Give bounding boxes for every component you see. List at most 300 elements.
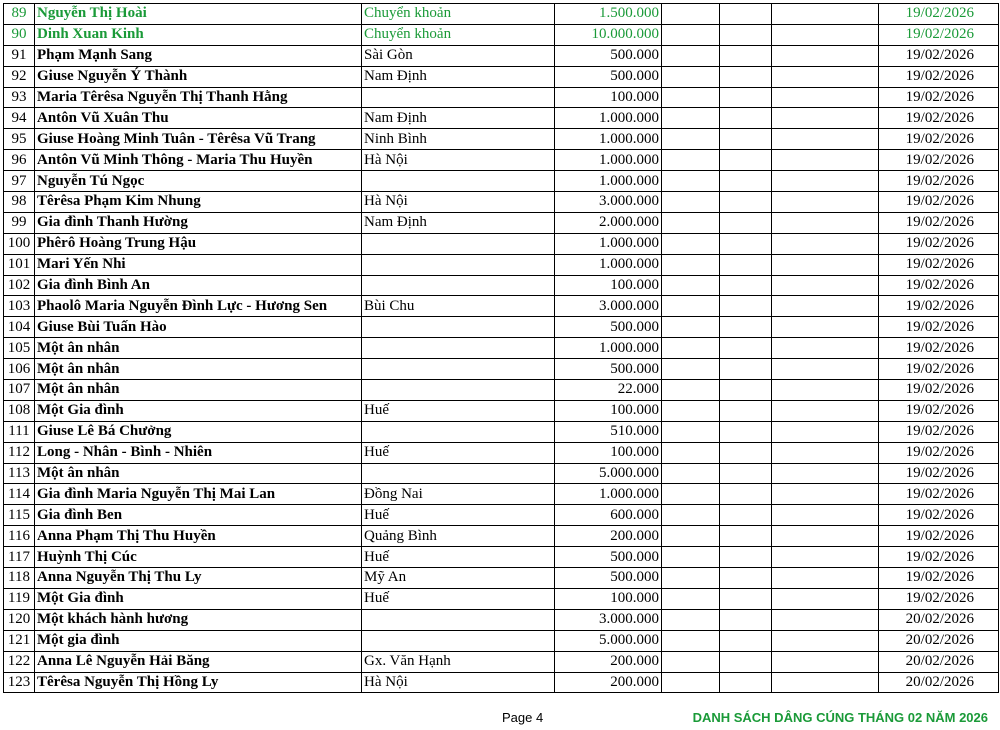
place-cell — [362, 171, 555, 192]
row-number-cell: 114 — [4, 484, 35, 505]
date-cell: 19/02/2026 — [879, 275, 999, 296]
amount-cell: 1.000.000 — [555, 108, 662, 129]
donor-name-cell: Nguyễn Thị Hoài — [35, 4, 362, 25]
table-row — [4, 609, 999, 630]
empty-cell — [662, 233, 720, 254]
empty-cell — [772, 212, 879, 233]
empty-cell — [662, 275, 720, 296]
donor-name-cell: Một ân nhân — [35, 338, 362, 359]
donor-name-cell: Gia đình Thanh Hường — [35, 212, 362, 233]
table-row — [4, 338, 999, 359]
table-row — [4, 254, 999, 275]
amount-cell: 600.000 — [555, 505, 662, 526]
empty-cell — [662, 421, 720, 442]
empty-cell — [662, 108, 720, 129]
empty-cell — [772, 87, 879, 108]
place-cell: Bùi Chu — [362, 296, 555, 317]
row-number-cell: 106 — [4, 359, 35, 380]
date-cell: 20/02/2026 — [879, 609, 999, 630]
row-number-cell: 119 — [4, 588, 35, 609]
place-cell: Huế — [362, 547, 555, 568]
date-cell: 19/02/2026 — [879, 526, 999, 547]
empty-cell — [662, 192, 720, 213]
empty-cell — [720, 4, 772, 25]
empty-cell — [772, 463, 879, 484]
row-number-cell: 116 — [4, 526, 35, 547]
amount-cell: 200.000 — [555, 672, 662, 693]
empty-cell — [720, 129, 772, 150]
donor-name-cell: Gia đình Ben — [35, 505, 362, 526]
place-cell — [362, 275, 555, 296]
place-cell — [362, 317, 555, 338]
empty-cell — [720, 568, 772, 589]
empty-cell — [772, 651, 879, 672]
place-cell: Huế — [362, 588, 555, 609]
amount-cell: 2.000.000 — [555, 212, 662, 233]
empty-cell — [772, 150, 879, 171]
empty-cell — [662, 212, 720, 233]
place-cell: Nam Định — [362, 108, 555, 129]
date-cell: 19/02/2026 — [879, 4, 999, 25]
place-cell: Huế — [362, 442, 555, 463]
donor-name-cell: Huỳnh Thị Cúc — [35, 547, 362, 568]
table-row — [4, 192, 999, 213]
place-cell: Quảng Bình — [362, 526, 555, 547]
empty-cell — [720, 651, 772, 672]
row-number-cell: 97 — [4, 171, 35, 192]
empty-cell — [720, 171, 772, 192]
table-row — [4, 129, 999, 150]
table-row — [4, 45, 999, 66]
empty-cell — [720, 630, 772, 651]
empty-cell — [662, 505, 720, 526]
donor-name-cell: Gia đình Bình An — [35, 275, 362, 296]
empty-cell — [720, 66, 772, 87]
row-number-cell: 91 — [4, 45, 35, 66]
date-cell: 19/02/2026 — [879, 24, 999, 45]
table-row — [4, 630, 999, 651]
date-cell: 19/02/2026 — [879, 87, 999, 108]
empty-cell — [720, 275, 772, 296]
place-cell: Chuyển khoản — [362, 24, 555, 45]
donor-name-cell: Mari Yến Nhi — [35, 254, 362, 275]
empty-cell — [772, 547, 879, 568]
place-cell: Nam Định — [362, 212, 555, 233]
document-title: DANH SÁCH DÂNG CÚNG THÁNG 02 NĂM 2026 — [692, 710, 988, 725]
date-cell: 20/02/2026 — [879, 630, 999, 651]
date-cell: 19/02/2026 — [879, 192, 999, 213]
empty-cell — [662, 651, 720, 672]
amount-cell: 500.000 — [555, 317, 662, 338]
row-number-cell: 117 — [4, 547, 35, 568]
donor-name-cell: Một Gia đình — [35, 400, 362, 421]
empty-cell — [662, 400, 720, 421]
table-row — [4, 87, 999, 108]
place-cell: Gx. Văn Hạnh — [362, 651, 555, 672]
empty-cell — [662, 568, 720, 589]
amount-cell: 1.000.000 — [555, 171, 662, 192]
table-row — [4, 24, 999, 45]
amount-cell: 100.000 — [555, 588, 662, 609]
amount-cell: 3.000.000 — [555, 609, 662, 630]
row-number-cell: 92 — [4, 66, 35, 87]
empty-cell — [662, 296, 720, 317]
empty-cell — [772, 588, 879, 609]
row-number-cell: 90 — [4, 24, 35, 45]
empty-cell — [772, 568, 879, 589]
page-number: Page 4 — [502, 710, 544, 725]
empty-cell — [720, 108, 772, 129]
empty-cell — [720, 296, 772, 317]
empty-cell — [772, 24, 879, 45]
date-cell: 20/02/2026 — [879, 651, 999, 672]
donor-name-cell: Một ân nhân — [35, 380, 362, 401]
amount-cell: 1.000.000 — [555, 150, 662, 171]
table-row — [4, 400, 999, 421]
table-row — [4, 442, 999, 463]
table-row — [4, 505, 999, 526]
date-cell: 19/02/2026 — [879, 317, 999, 338]
table-row — [4, 233, 999, 254]
empty-cell — [720, 463, 772, 484]
row-number-cell: 104 — [4, 317, 35, 338]
empty-cell — [772, 192, 879, 213]
table-row — [4, 588, 999, 609]
empty-cell — [662, 129, 720, 150]
donor-name-cell: Long - Nhân - Bình - Nhiên — [35, 442, 362, 463]
date-cell: 19/02/2026 — [879, 568, 999, 589]
place-cell — [362, 630, 555, 651]
row-number-cell: 101 — [4, 254, 35, 275]
empty-cell — [772, 254, 879, 275]
empty-cell — [720, 400, 772, 421]
date-cell: 19/02/2026 — [879, 233, 999, 254]
row-number-cell: 115 — [4, 505, 35, 526]
amount-cell: 10.000.000 — [555, 24, 662, 45]
row-number-cell: 121 — [4, 630, 35, 651]
empty-cell — [662, 150, 720, 171]
table-row — [4, 212, 999, 233]
table-row — [4, 421, 999, 442]
date-cell: 19/02/2026 — [879, 359, 999, 380]
place-cell: Huế — [362, 400, 555, 421]
place-cell — [362, 421, 555, 442]
amount-cell: 5.000.000 — [555, 630, 662, 651]
row-number-cell: 96 — [4, 150, 35, 171]
empty-cell — [772, 338, 879, 359]
donor-name-cell: Maria Têrêsa Nguyễn Thị Thanh Hằng — [35, 87, 362, 108]
row-number-cell: 123 — [4, 672, 35, 693]
empty-cell — [772, 129, 879, 150]
empty-cell — [662, 380, 720, 401]
place-cell — [362, 87, 555, 108]
row-number-cell: 89 — [4, 4, 35, 25]
donor-name-cell: Anna Lê Nguyễn Hải Băng — [35, 651, 362, 672]
empty-cell — [772, 609, 879, 630]
empty-cell — [772, 359, 879, 380]
empty-cell — [662, 442, 720, 463]
table-row — [4, 484, 999, 505]
amount-cell: 500.000 — [555, 568, 662, 589]
date-cell: 20/02/2026 — [879, 672, 999, 693]
table-row — [4, 568, 999, 589]
empty-cell — [720, 192, 772, 213]
empty-cell — [662, 24, 720, 45]
empty-cell — [772, 171, 879, 192]
donor-name-cell: Giuse Lê Bá Chưởng — [35, 421, 362, 442]
amount-cell: 1.000.000 — [555, 338, 662, 359]
table-row — [4, 108, 999, 129]
empty-cell — [662, 609, 720, 630]
empty-cell — [772, 484, 879, 505]
donor-name-cell: Dinh Xuan Kinh — [35, 24, 362, 45]
empty-cell — [662, 317, 720, 338]
place-cell: Hà Nội — [362, 150, 555, 171]
date-cell: 19/02/2026 — [879, 547, 999, 568]
empty-cell — [720, 233, 772, 254]
donor-name-cell: Anna Nguyễn Thị Thu Ly — [35, 568, 362, 589]
amount-cell: 1.000.000 — [555, 129, 662, 150]
place-cell: Huế — [362, 505, 555, 526]
amount-cell: 5.000.000 — [555, 463, 662, 484]
date-cell: 19/02/2026 — [879, 380, 999, 401]
date-cell: 19/02/2026 — [879, 505, 999, 526]
empty-cell — [772, 672, 879, 693]
donor-name-cell: Têrêsa Nguyễn Thị Hồng Ly — [35, 672, 362, 693]
date-cell: 19/02/2026 — [879, 45, 999, 66]
empty-cell — [720, 526, 772, 547]
place-cell — [362, 233, 555, 254]
empty-cell — [662, 171, 720, 192]
empty-cell — [662, 547, 720, 568]
empty-cell — [720, 317, 772, 338]
table-row — [4, 171, 999, 192]
empty-cell — [772, 630, 879, 651]
table-row — [4, 672, 999, 693]
empty-cell — [662, 359, 720, 380]
donor-name-cell: Giuse Bùi Tuấn Hào — [35, 317, 362, 338]
row-number-cell: 95 — [4, 129, 35, 150]
place-cell — [362, 380, 555, 401]
row-number-cell: 103 — [4, 296, 35, 317]
empty-cell — [662, 87, 720, 108]
date-cell: 19/02/2026 — [879, 338, 999, 359]
donor-name-cell: Antôn Vũ Minh Thông - Maria Thu Huyền — [35, 150, 362, 171]
table-row — [4, 317, 999, 338]
row-number-cell: 99 — [4, 212, 35, 233]
place-cell — [362, 463, 555, 484]
empty-cell — [720, 609, 772, 630]
amount-cell: 200.000 — [555, 526, 662, 547]
amount-cell: 200.000 — [555, 651, 662, 672]
empty-cell — [720, 150, 772, 171]
table-row — [4, 66, 999, 87]
empty-cell — [720, 45, 772, 66]
place-cell — [362, 254, 555, 275]
empty-cell — [772, 526, 879, 547]
empty-cell — [772, 505, 879, 526]
amount-cell: 500.000 — [555, 66, 662, 87]
row-number-cell: 113 — [4, 463, 35, 484]
empty-cell — [662, 630, 720, 651]
empty-cell — [662, 672, 720, 693]
place-cell: Nam Định — [362, 66, 555, 87]
amount-cell: 1.000.000 — [555, 484, 662, 505]
date-cell: 19/02/2026 — [879, 296, 999, 317]
date-cell: 19/02/2026 — [879, 129, 999, 150]
donor-name-cell: Têrêsa Phạm Kim Nhung — [35, 192, 362, 213]
date-cell: 19/02/2026 — [879, 108, 999, 129]
empty-cell — [720, 505, 772, 526]
empty-cell — [662, 4, 720, 25]
place-cell: Ninh Bình — [362, 129, 555, 150]
empty-cell — [772, 380, 879, 401]
amount-cell: 1.000.000 — [555, 254, 662, 275]
place-cell — [362, 359, 555, 380]
empty-cell — [662, 66, 720, 87]
row-number-cell: 105 — [4, 338, 35, 359]
place-cell: Hà Nội — [362, 672, 555, 693]
row-number-cell: 98 — [4, 192, 35, 213]
empty-cell — [720, 212, 772, 233]
row-number-cell: 102 — [4, 275, 35, 296]
empty-cell — [772, 233, 879, 254]
empty-cell — [772, 108, 879, 129]
table-row — [4, 359, 999, 380]
table-row — [4, 275, 999, 296]
donor-name-cell: Giuse Hoàng Minh Tuân - Têrêsa Vũ Trang — [35, 129, 362, 150]
row-number-cell: 122 — [4, 651, 35, 672]
donor-name-cell: Giuse Nguyễn Ý Thành — [35, 66, 362, 87]
donor-name-cell: Phaolô Maria Nguyễn Đình Lực - Hương Sen — [35, 296, 362, 317]
donor-name-cell: Phêrô Hoàng Trung Hậu — [35, 233, 362, 254]
empty-cell — [772, 421, 879, 442]
empty-cell — [720, 359, 772, 380]
empty-cell — [662, 526, 720, 547]
amount-cell: 100.000 — [555, 275, 662, 296]
donor-name-cell: Một khách hành hương — [35, 609, 362, 630]
empty-cell — [720, 421, 772, 442]
date-cell: 19/02/2026 — [879, 150, 999, 171]
place-cell — [362, 338, 555, 359]
table-row — [4, 463, 999, 484]
date-cell: 19/02/2026 — [879, 254, 999, 275]
donation-table — [3, 3, 999, 693]
table-row — [4, 651, 999, 672]
amount-cell: 510.000 — [555, 421, 662, 442]
amount-cell: 3.000.000 — [555, 192, 662, 213]
row-number-cell: 111 — [4, 421, 35, 442]
amount-cell: 22.000 — [555, 380, 662, 401]
row-number-cell: 93 — [4, 87, 35, 108]
row-number-cell: 120 — [4, 609, 35, 630]
empty-cell — [720, 484, 772, 505]
empty-cell — [662, 338, 720, 359]
amount-cell: 500.000 — [555, 547, 662, 568]
table-row — [4, 547, 999, 568]
empty-cell — [720, 254, 772, 275]
empty-cell — [720, 24, 772, 45]
row-number-cell: 100 — [4, 233, 35, 254]
empty-cell — [720, 672, 772, 693]
date-cell: 19/02/2026 — [879, 171, 999, 192]
place-cell: Chuyển khoản — [362, 4, 555, 25]
empty-cell — [720, 338, 772, 359]
table-row — [4, 150, 999, 171]
date-cell: 19/02/2026 — [879, 588, 999, 609]
empty-cell — [720, 380, 772, 401]
place-cell: Mỹ An — [362, 568, 555, 589]
donor-name-cell: Anna Phạm Thị Thu Huyền — [35, 526, 362, 547]
row-number-cell: 118 — [4, 568, 35, 589]
amount-cell: 1.000.000 — [555, 233, 662, 254]
donor-name-cell: Một gia đình — [35, 630, 362, 651]
amount-cell: 500.000 — [555, 45, 662, 66]
amount-cell: 100.000 — [555, 87, 662, 108]
date-cell: 19/02/2026 — [879, 400, 999, 421]
date-cell: 19/02/2026 — [879, 463, 999, 484]
row-number-cell: 94 — [4, 108, 35, 129]
place-cell — [362, 609, 555, 630]
empty-cell — [772, 400, 879, 421]
donor-name-cell: Nguyễn Tú Ngọc — [35, 171, 362, 192]
date-cell: 19/02/2026 — [879, 66, 999, 87]
date-cell: 19/02/2026 — [879, 421, 999, 442]
empty-cell — [720, 547, 772, 568]
empty-cell — [720, 588, 772, 609]
empty-cell — [772, 275, 879, 296]
empty-cell — [662, 45, 720, 66]
row-number-cell: 107 — [4, 380, 35, 401]
row-number-cell: 112 — [4, 442, 35, 463]
donor-name-cell: Một Gia đình — [35, 588, 362, 609]
table-row — [4, 296, 999, 317]
place-cell: Đồng Nai — [362, 484, 555, 505]
table-row — [4, 4, 999, 25]
empty-cell — [772, 45, 879, 66]
empty-cell — [772, 66, 879, 87]
place-cell: Hà Nội — [362, 192, 555, 213]
donation-table-body — [4, 4, 999, 693]
place-cell: Sài Gòn — [362, 45, 555, 66]
row-number-cell: 108 — [4, 400, 35, 421]
donor-name-cell: Antôn Vũ Xuân Thu — [35, 108, 362, 129]
empty-cell — [662, 463, 720, 484]
amount-cell: 100.000 — [555, 400, 662, 421]
amount-cell: 3.000.000 — [555, 296, 662, 317]
amount-cell: 100.000 — [555, 442, 662, 463]
empty-cell — [662, 484, 720, 505]
amount-cell: 1.500.000 — [555, 4, 662, 25]
empty-cell — [720, 87, 772, 108]
table-row — [4, 526, 999, 547]
donor-name-cell: Một ân nhân — [35, 359, 362, 380]
empty-cell — [772, 442, 879, 463]
donor-name-cell: Gia đình Maria Nguyễn Thị Mai Lan — [35, 484, 362, 505]
amount-cell: 500.000 — [555, 359, 662, 380]
empty-cell — [662, 254, 720, 275]
table-row — [4, 380, 999, 401]
empty-cell — [662, 588, 720, 609]
empty-cell — [720, 442, 772, 463]
date-cell: 19/02/2026 — [879, 212, 999, 233]
date-cell: 19/02/2026 — [879, 442, 999, 463]
empty-cell — [772, 296, 879, 317]
empty-cell — [772, 317, 879, 338]
donor-name-cell: Một ân nhân — [35, 463, 362, 484]
date-cell: 19/02/2026 — [879, 484, 999, 505]
donor-name-cell: Phạm Mạnh Sang — [35, 45, 362, 66]
